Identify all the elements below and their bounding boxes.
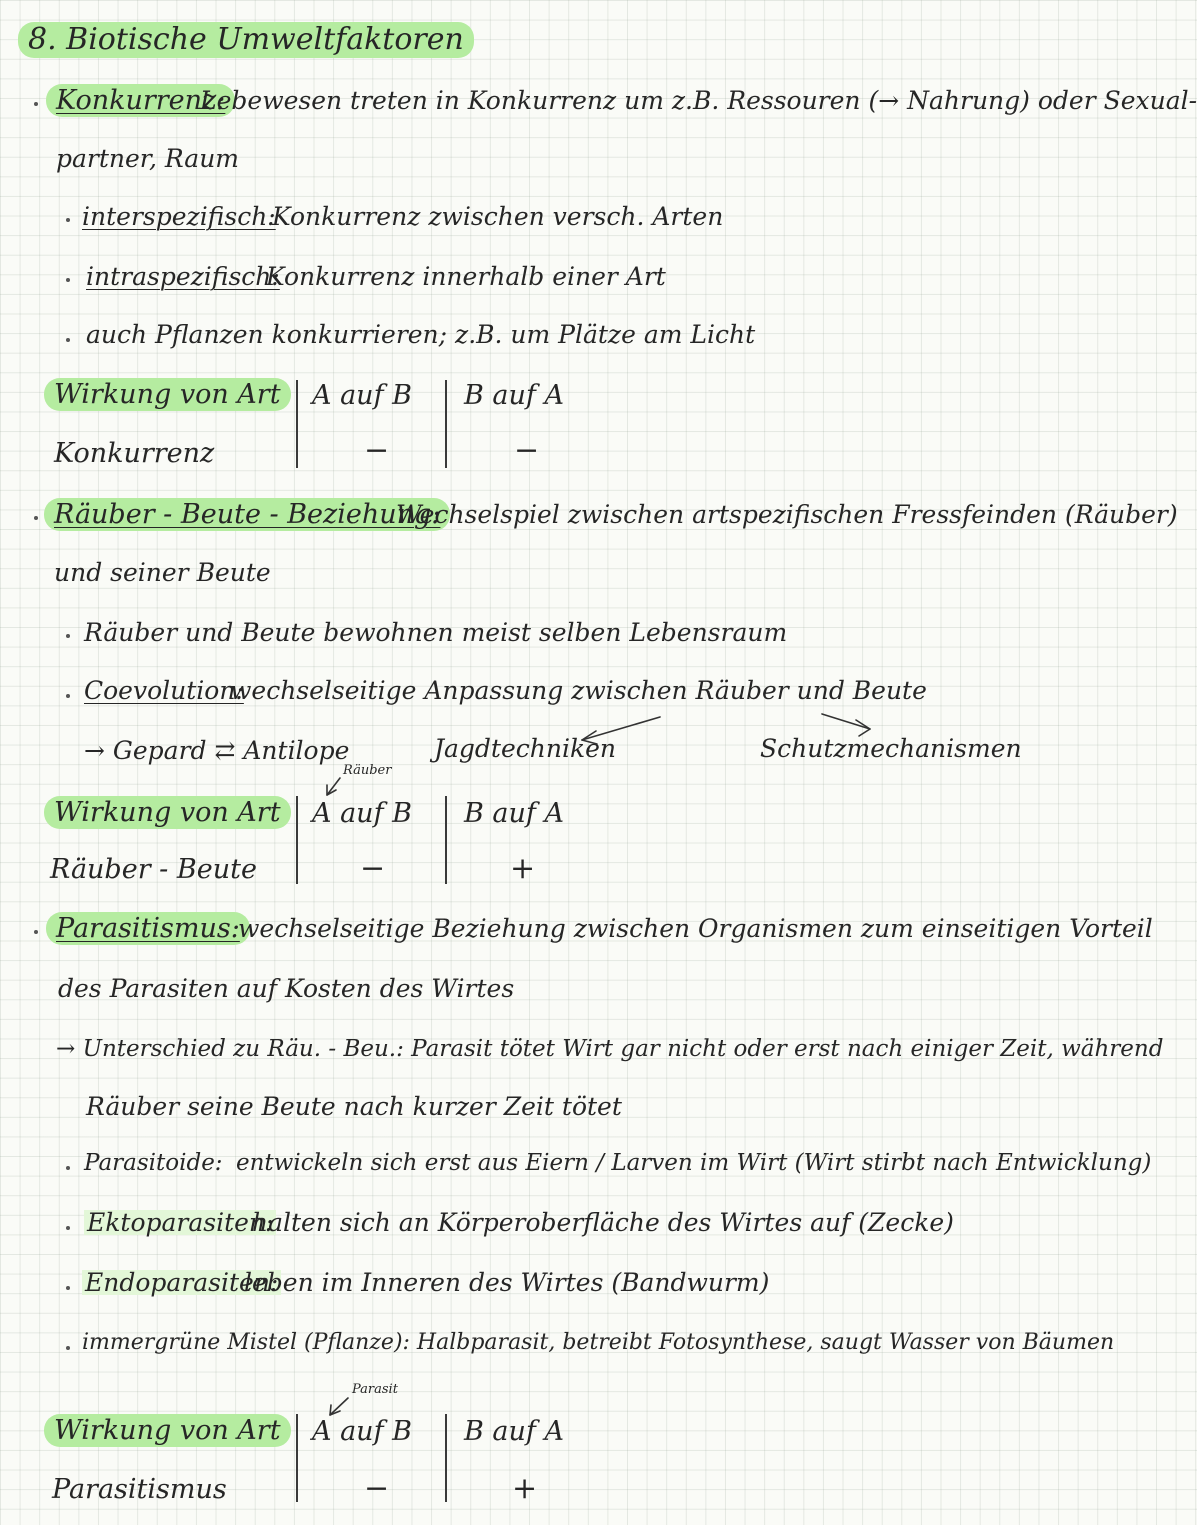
coevolution-term: Coevolution: [84,676,244,705]
bullet-dot [34,102,38,106]
column-a-header: A auf B [312,380,412,411]
parasitoide-text: entwickeln sich erst aus Eiern / Larven im Wirt (Wirt stirbt nach Entwicklung) [236,1150,1152,1176]
column-b-header: B auf A [464,1416,564,1447]
bullet-dot [66,694,70,698]
ektoparasiten-text: halten sich an Körperoberfläche des Wirtes auf (Zecke) [252,1208,954,1237]
bullet-dot [66,1286,70,1290]
column-b-header: B auf A [464,380,564,411]
table-divider [445,796,447,884]
page-title: 8. Biotische Umweltfaktoren [18,22,474,58]
table-divider [445,380,447,468]
parasitismus-definition-line2: des Parasiten auf Kosten des Wirtes [58,974,515,1003]
effect-b-value: + [512,1471,538,1506]
effect-a-value: − [364,433,390,468]
raeuber-beute-definition-line2: und seiner Beute [54,558,271,587]
raeuber-annotation: Räuber [343,763,392,778]
bullet-dot [66,1166,70,1170]
table-row-label: Parasitismus [52,1474,227,1505]
table-divider [296,380,298,468]
konkurrenz-definition-line1: Lebewesen treten in Konkurrenz um z.B. Ressouren (→ Nahrung) oder Sexual- [200,86,1197,115]
bullet-dot [66,1226,70,1230]
raeuber-beute-definition-line1: Wechselspiel zwischen artspezifischen Fressfeinden (Räuber) [396,500,1178,529]
effect-b-value: + [510,851,536,886]
coevolution-text: wechselseitige Anpassung zwischen Räuber und Beute [230,676,927,705]
wirkung-heading: Wirkung von Art [44,1414,291,1447]
arrowhead [327,785,336,795]
parasit-annotation: Parasit [352,1382,398,1397]
arrow-to-column-a [330,1398,348,1415]
effect-b-value: − [514,433,540,468]
schutzmechanismen-label: Schutzmechanismen [760,734,1022,763]
arrow-to-schutzmechanismen [822,714,870,729]
endoparasiten-text: leben im Inneren des Wirtes (Bandwurm) [244,1268,770,1297]
parasitoide-term: Parasitoide: [84,1150,223,1176]
table-divider [445,1414,447,1502]
gepard-antilope-example: → Gepard ⇄ Antilope [84,736,350,765]
unterschied-line2: Räuber seine Beute nach kurzer Zeit tötet [86,1092,622,1121]
raeuber-beute-term: Räuber - Beute - Beziehung: [44,498,450,531]
bullet-dot [66,218,70,222]
arrow-to-column-a [327,778,340,795]
bullet-dot [66,1346,70,1350]
table-row-label: Räuber - Beute [50,854,257,885]
interspezifisch-text: Konkurrenz zwischen versch. Arten [272,202,724,231]
wirkung-heading: Wirkung von Art [44,378,291,411]
column-a-header: A auf B [312,798,412,829]
bullet-dot [34,516,38,520]
effect-a-value: − [360,851,386,886]
intraspezifisch-text: Konkurrenz innerhalb einer Art [266,262,666,291]
table-row-label: Konkurrenz [54,438,215,469]
table-divider [296,1414,298,1502]
interspezifisch-term: interspezifisch: [82,202,276,231]
parasitismus-term: Parasitismus: [46,912,250,945]
wirkung-heading: Wirkung von Art [44,796,291,829]
mistel-text: immergrüne Mistel (Pflanze): Halbparasit, betreibt Fotosynthese, saugt Wasser von Bäumen [82,1330,1115,1355]
parasitismus-definition-line1: wechselseitige Beziehung zwischen Organismen zum einseitigen Vorteil [238,914,1153,943]
konkurrenz-term: Konkurrenz: [46,84,235,117]
lebensraum-text: Räuber und Beute bewohnen meist selben Lebensraum [84,618,788,647]
arrowhead [330,1405,340,1415]
bullet-dot [66,278,70,282]
bullet-dot [34,930,38,934]
table-divider [296,796,298,884]
ektoparasiten-term: Ektoparasiten: [84,1210,276,1235]
column-b-header: B auf A [464,798,564,829]
bullet-dot [66,634,70,638]
effect-a-value: − [364,1471,390,1506]
unterschied-line1: → Unterschied zu Räu. - Beu.: Parasit tötet Wirt gar nicht oder erst nach einiger Zeit, während [56,1036,1164,1062]
konkurrenz-definition-line2: partner, Raum [56,144,240,173]
bullet-dot [66,338,70,342]
pflanzen-konkurrenz-text: auch Pflanzen konkurrieren; z.B. um Plätze am Licht [86,320,756,349]
jagdtechniken-label: Jagdtechniken [434,734,617,763]
intraspezifisch-term: intraspezifisch: [86,262,280,291]
endoparasiten-term: Endoparasiten: [82,1270,281,1295]
column-a-header: A auf B [312,1416,412,1447]
